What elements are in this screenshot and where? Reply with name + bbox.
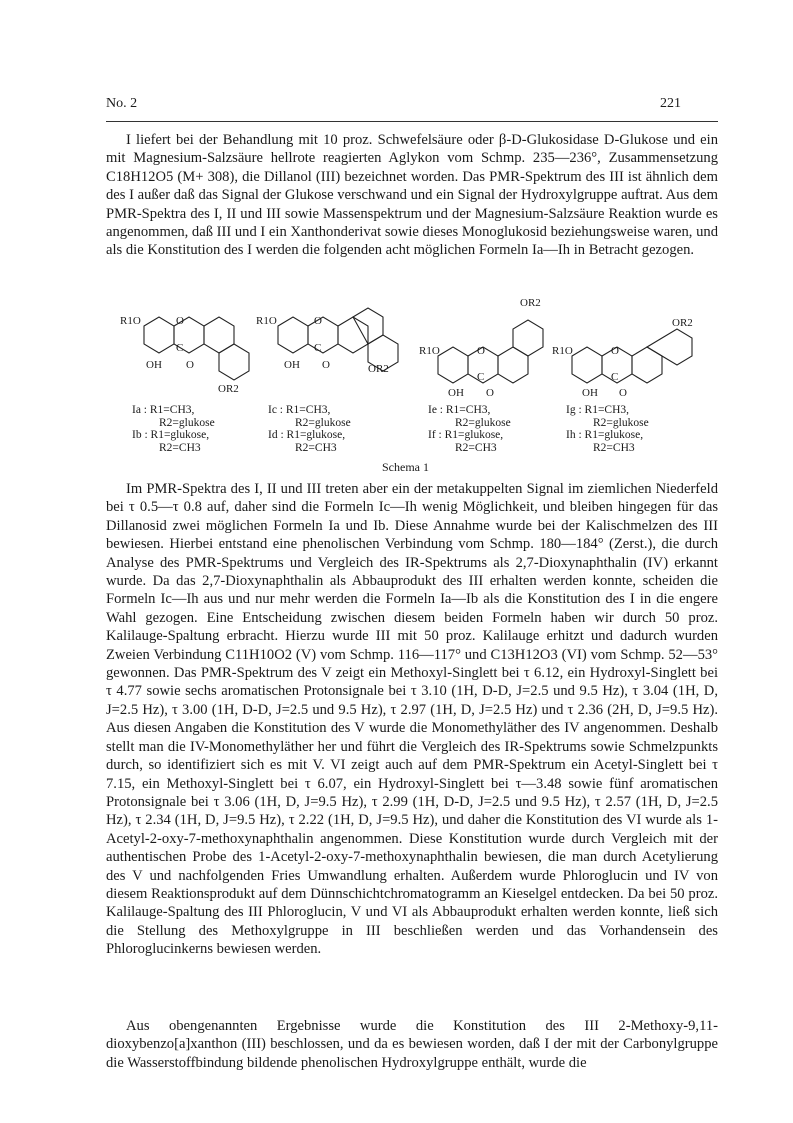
carbonyl-c-label: C bbox=[176, 342, 184, 354]
oh-label: OH bbox=[582, 387, 598, 399]
schema-caption: Schema 1 bbox=[382, 460, 429, 474]
or2-label: OR2 bbox=[520, 297, 541, 309]
oh-label: OH bbox=[146, 359, 162, 371]
carbonyl-o-label: O bbox=[186, 359, 194, 371]
formula-ia-ib: Ia : R1=CH3, R2=glukose Ib : R1=glukose, R2=CH3 bbox=[132, 404, 215, 454]
formula-ic-id: Ic : R1=CH3, R2=glukose Id : R1=glukose, R2=CH3 bbox=[268, 404, 351, 454]
or2-label: OR2 bbox=[672, 317, 693, 329]
paragraph-conclusion: Aus obengenannten Ergebnisse wurde die Konstitution des III 2-Methoxy-9,11-dioxybenzo[a]xanthon (III) beschlossen, und da es bewiesen worden, daß I der mit der Carbonylgruppe die Wasserstoffbindung bildende phenolischen Hydroxylgruppe enthält, wurde die bbox=[106, 1018, 718, 1071]
ring-oxygen-label: O bbox=[611, 345, 619, 357]
carbonyl-c-label: C bbox=[611, 371, 619, 383]
header-rule bbox=[106, 121, 718, 122]
oh-label: OH bbox=[448, 387, 464, 399]
ring-oxygen-label: O bbox=[314, 315, 322, 327]
ring-oxygen-label: O bbox=[176, 315, 184, 327]
paragraph-analysis: Im PMR-Spektra des I, II und III treten aber ein der metakuppelten Signal im ziemlichen Niederfeld bei τ 0.5—τ 0.8 auf, daher sind die Formeln Ic—Ih wenig Möglichkeit, und bleiben hingegen für das Dillanosid zwei möglichen Formeln Ia und Ib. Diese Annahme wurde bei der Kalischmelzen des III bewiesen. Hierbei entstand eine phenolischen Verbindung vom Schmp. 180—184° (Zerst.), die durch Analyse des PMR-Spektrums und Vergleich des IR-Spektrums als 2,7-Dioxynaphthalin (IV) erkannt wurde. Da das 2,7-Dioxynaphthalin als Abbauprodukt des III erhalten werden konnte, scheiden die Formeln Ic—Ih aus und nur mehr werden die Formeln Ia—Ib als die Konstitution des I in die engere Wahl gezogen. Eine Entscheidung zwischen diesem beiden Formeln haben wir durch 50 proz. Kalilauge-Spaltung erbracht. Hierzu wurde III mit 50 proz. Kalilauge erhitzt und dadurch wurden Zweien Verbindung C11H10O2 (V) vom Schmp. 116—117° und C13H12O3 (VI) vom Schmp. 52—53° gewonnen. Das PMR-Spektrum des V zeigt ein Methoxyl-Singlett bei τ 6.12, ein Hydroxyl-Singlett bei τ 4.77 sowie sechs aromatischen Protonsignale bei τ 3.10 (1H, D-D, J=2.5 und 9.5 Hz), τ 3.04 (1H, D, J=2.5 Hz), τ 3.00 (1H, D-D, J=2.5 und 9.5 Hz), τ 2.97 (1H, D, J=2.5 Hz) und τ 2.36 (2H, D, J=9.5 Hz). Aus diesen Angaben die Konstitution des V wurde die Monomethyläther des IV angenommen. Deshalb stellt man die IV-Monomethyläther her und führt die Vergleich des IR-Spektrums sowie Schmelzpunkts durch, so identifiziert sich es mit V. VI zeigt auch auf dem PMR-Spektrum ein Acetyl-Singlett bei τ 7.15, ein Methoxyl-Singlett bei τ 6.07, ein Hydroxyl-Singlett bei τ—3.48 sowie fünf aromatischen Protonsignale bei τ 3.06 (1H, D, J=9.5 Hz), τ 2.99 (1H, D-D, J=2.5 und 9.5 Hz), τ 2.57 (1H, D, J=2.5 Hz), τ 2.34 (1H, D, J=9.5 Hz), τ 2.22 (1H, D, J=9.5 Hz), und daher die Konstitution des VI wurde als 1-Acetyl-2-oxy-7-methoxynaphthalin angenommen. Diese Konstitution wurde durch Vergleich mit der authentischen Probe des 1-Acetyl-2-oxy-7-methoxynaphthalin bewiesen, die man durch Acetylierung des V und nachfolgenden Fries Umwandlung erhalten. Außerdem wurde Phloroglucin und IV von diesem Reaktionsprodukt auf dem Dünnschichtchromatogramm an Kieselgel entdecken. Da bei 50 proz. Kalilauge-Spaltung des III Phloroglucin, V und VI als Abbauprodukt erhalten werden konnte, ließ sich die Stellung des Methoxylgruppe in III beschließen werden und das Vorhandensein des Phloroglucinkerns bewiesen werden. bbox=[106, 481, 718, 958]
carbonyl-c-label: C bbox=[314, 342, 322, 354]
carbonyl-o-label: O bbox=[322, 359, 330, 371]
r1o-label: R1O bbox=[120, 315, 141, 327]
paragraph-intro: I liefert bei der Behandlung mit 10 proz. Schwefelsäure oder β-D-Glukosidase D-Glukose und ein mit Magnesium-Salzsäure hellrote reagierten Aglykon vom Schmp. 235—236°, Zusammensetzung C18H12O5 (M+ 308), die Dillanol (III) bezeichnet worden. Das PMR-Spektrum des III ist ähnlich dem des I außer daß das Signal der Glukose verschwand und ein Signal der Hydroxylgruppe auftrat. Aus dem PMR-Spektra des I, II und III sowie Massenspektrum und der Magnesium-Salzsäure Reaktion wurde es angenommen, daß III und I ein Xanthonderivat sowie dieses Monoglukosid beziehungsweise waren, und als die Konstitution des I werden die folgenden acht möglichen Formeln Ia—Ih in Betracht gezogen. bbox=[106, 132, 718, 259]
ring-oxygen-label: O bbox=[477, 345, 485, 357]
formula-ig-ih: Ig : R1=CH3, R2=glukose Ih : R1=glukose, R2=CH3 bbox=[566, 404, 649, 454]
issue-number: No. 2 bbox=[106, 96, 138, 111]
structure-ie-if bbox=[438, 320, 543, 383]
oh-label: OH bbox=[284, 359, 300, 371]
or2-label: OR2 bbox=[368, 363, 389, 375]
or2-label: OR2 bbox=[218, 383, 239, 395]
structure-ig-ih bbox=[572, 329, 692, 383]
schema-1 bbox=[106, 296, 718, 476]
carbonyl-c-label: C bbox=[477, 371, 485, 383]
carbonyl-o-label: O bbox=[619, 387, 627, 399]
formula-ie-if: Ie : R1=CH3, R2=glukose If : R1=glukose, R2=CH3 bbox=[428, 404, 511, 454]
r1o-label: R1O bbox=[552, 345, 573, 357]
carbonyl-o-label: O bbox=[486, 387, 494, 399]
r1o-label: R1O bbox=[256, 315, 277, 327]
r1o-label: R1O bbox=[419, 345, 440, 357]
page-number: 221 bbox=[660, 96, 681, 111]
